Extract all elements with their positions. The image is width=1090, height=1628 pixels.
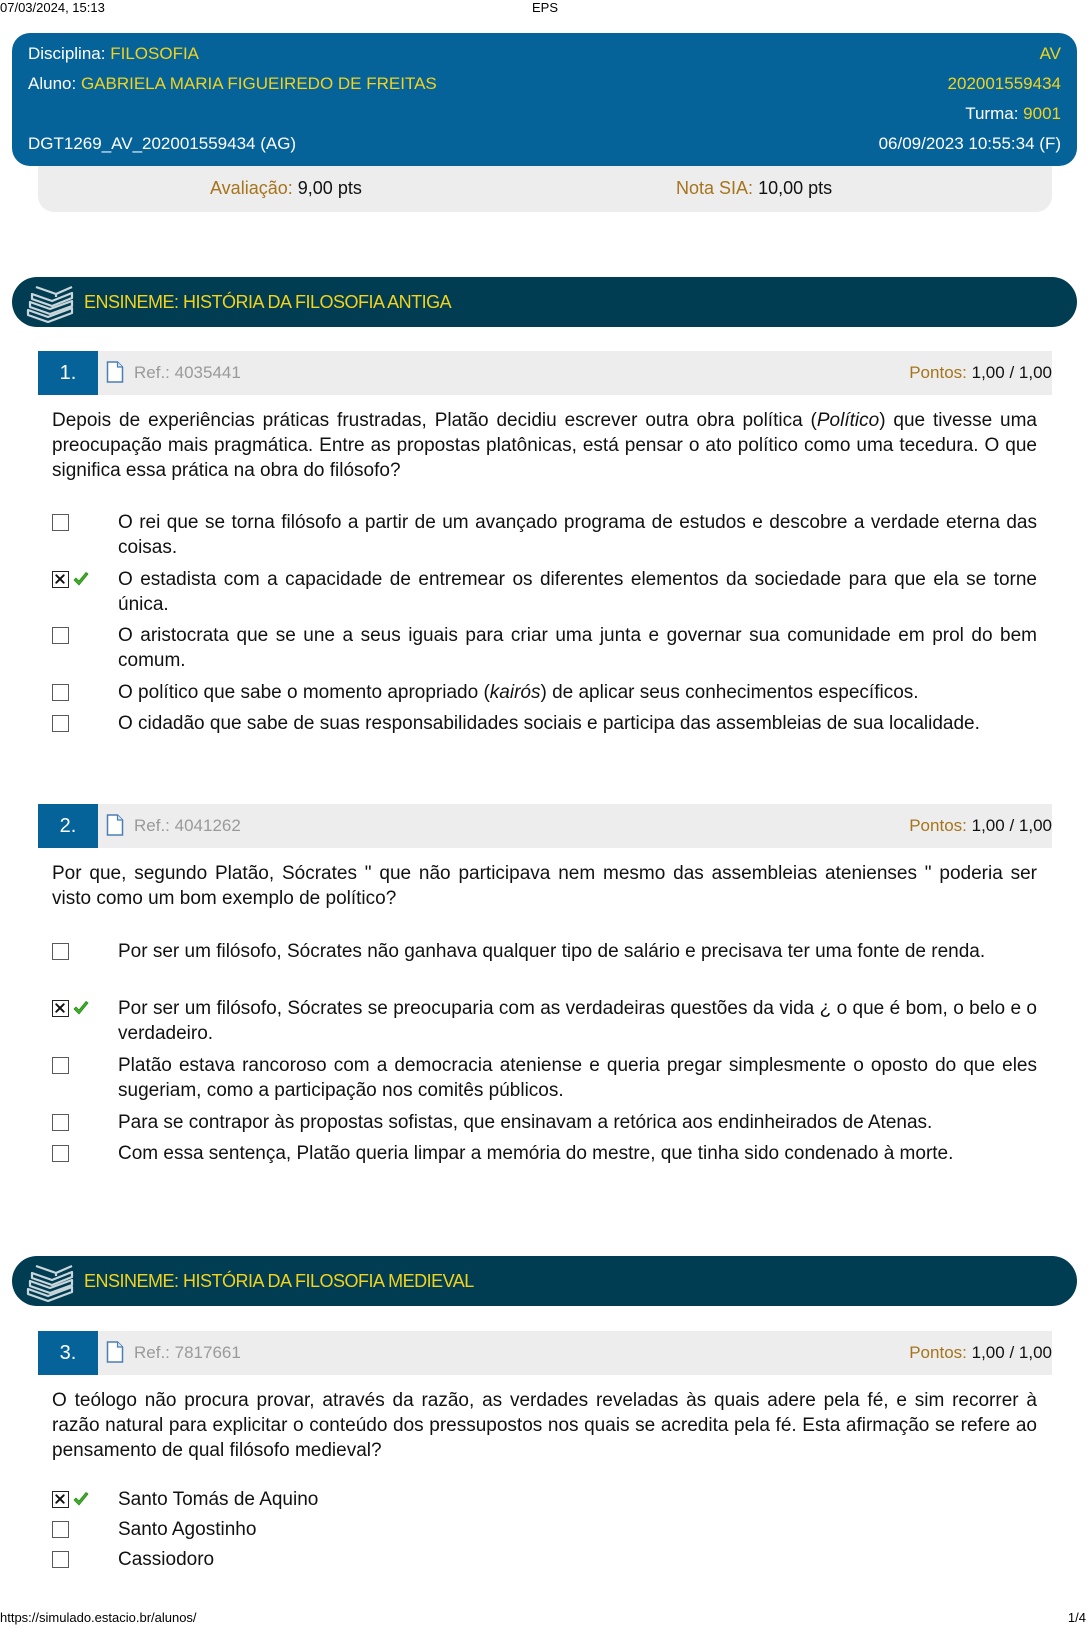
option-text: Cassiodoro (118, 1549, 215, 1570)
option-text: Platão estava rancoroso com a democracia ateniense e queria pregar simplesmente o oposto do que eles sugeriam, como a participação nos comitês públicos. (118, 1055, 1037, 1101)
option-checkbox-checked[interactable] (52, 1491, 69, 1508)
grades-bar (38, 166, 1052, 212)
option-text: Por ser um filósofo, Sócrates se preocuparia com as verdadeiras questões da vida ¿ o que é bom, o belo e o verdadeiro. (118, 998, 1037, 1044)
points-label: Pontos: (909, 363, 967, 382)
exam-header (12, 33, 1077, 166)
disciplina-label: Disciplina: (28, 44, 106, 63)
turma-label: Turma: (965, 104, 1019, 123)
nota-sia-value: 10,00 (758, 178, 804, 198)
print-header (0, 0, 1090, 18)
section-header-antiga (12, 277, 1077, 327)
option-checkbox[interactable] (52, 943, 69, 960)
green-check-icon (72, 1490, 90, 1508)
avaliacao-value: 9,00 (297, 178, 333, 198)
aluno-value: GABRIELA MARIA FIGUEIREDO DE FREITAS (80, 74, 437, 93)
option-text-part: ) de aplicar seus conhecimentos específicos. (540, 682, 919, 703)
document-icon (106, 1341, 124, 1363)
green-check-icon (72, 570, 90, 588)
points-separator: / (1009, 816, 1015, 835)
x-mark-icon (53, 572, 67, 586)
exam-type: AV (1039, 44, 1061, 63)
question-number: 1. (38, 351, 98, 395)
question-3-bar (38, 1331, 1052, 1375)
question-2-text: Por que, segundo Platão, Sócrates " que não participava nem mesmo das assembleias atenienses " poderia ser visto como um bom exemplo de político? (52, 863, 1037, 909)
section-title: ENSINEME: HISTÓRIA DA FILOSOFIA ANTIGA (84, 292, 452, 312)
option-text: O aristocrata que se une a seus iguais para criar uma junta e governar sua comunidade em prol do bem comum. (118, 625, 1037, 671)
question-text-italic: Político (816, 410, 880, 431)
print-url: https://simulado.estacio.br/alunos/ (0, 1610, 197, 1625)
print-title: EPS (531, 0, 558, 15)
option-text: Por ser um filósofo, Sócrates não ganhava qualquer tipo de salário e precisava ter uma fonte de renda. (118, 941, 986, 962)
question-text-part: ) que tivesse uma preocupação mais pragmática. Entre as propostas platônicas, está pensar o ato político como uma tecedura. O que significa essa prática na obra do filósofo? (52, 410, 1037, 481)
question-3-text: O teólogo não procura provar, através da razão, as verdades reveladas às quais adere pela fé, e sim recorrer à razão natural para explicitar o conteúdo dos pressupostos nos quais se acredita pela fé. Esta afirmação se refere ao pensamento de qual filósofo medieval? (52, 1390, 1037, 1461)
option-checkbox[interactable] (52, 684, 69, 701)
question-ref: Ref.: 4041262 (134, 816, 241, 835)
option-text-part: O político que sabe o momento apropriado ( (118, 682, 490, 703)
option-text: O cidadão que sabe de suas responsabilidades sociais e participa das assembleias de sua localidade. (118, 713, 980, 734)
document-icon (106, 814, 124, 836)
points-value: 1,00 (971, 816, 1005, 835)
disciplina-value: FILOSOFIA (110, 44, 200, 63)
x-mark-icon (53, 1492, 67, 1506)
points-separator: / (1009, 363, 1015, 382)
question-number: 3. (38, 1331, 98, 1375)
option-text: Santo Agostinho (118, 1519, 257, 1540)
option-checkbox[interactable] (52, 514, 69, 531)
option-text: Com essa sentença, Platão queria limpar a memória do mestre, que tinha sido condenado à morte. (118, 1143, 954, 1164)
aluno-label: Aluno: (28, 74, 77, 93)
nota-sia-label: Nota SIA: (676, 178, 754, 198)
exam-code: DGT1269_AV_202001559434 (AG) (28, 134, 297, 153)
question-points (909, 1343, 1052, 1363)
question-ref: Ref.: 7817661 (134, 1343, 241, 1362)
points-value: 1,00 (971, 1343, 1005, 1362)
green-check-icon (72, 999, 90, 1017)
points-label: Pontos: (909, 1343, 967, 1362)
option-text: O rei que se torna filósofo a partir de um avançado programa de estudos e descobre a verdade eterna das coisas. (118, 512, 1037, 558)
option-checkbox[interactable] (52, 1057, 69, 1074)
question-points (909, 363, 1052, 383)
points-separator: / (1009, 1343, 1015, 1362)
option-text (118, 680, 1037, 705)
option-checkbox[interactable] (52, 1114, 69, 1131)
books-icon (24, 1262, 76, 1302)
books-icon (24, 283, 76, 323)
question-text-part: Depois de experiências práticas frustradas, Platão decidiu escrever outra obra política ( (52, 410, 817, 431)
option-text: O estadista com a capacidade de entremear os diferentes elementos da sociedade para que ela se torne única. (118, 569, 1037, 615)
question-ref: Ref.: 4035441 (134, 363, 241, 382)
points-value: 1,00 (971, 363, 1005, 382)
section-title: ENSINEME: HISTÓRIA DA FILOSOFIA MEDIEVAL (84, 1271, 474, 1291)
print-footer (0, 1610, 1090, 1628)
print-page-number: 1/4 (1067, 1610, 1086, 1625)
print-date: 07/03/2024, 15:13 (0, 0, 105, 15)
avaliacao-label: Avaliação: (210, 178, 293, 198)
question-2-bar (38, 804, 1052, 848)
question-number: 2. (38, 804, 98, 848)
option-checkbox[interactable] (52, 715, 69, 732)
question-1-text (52, 408, 1037, 483)
matricula: 202001559434 (947, 74, 1061, 93)
option-checkbox[interactable] (52, 1145, 69, 1162)
question-1-bar (38, 351, 1052, 395)
exam-datetime: 06/09/2023 10:55:34 (F) (878, 134, 1061, 153)
points-label: Pontos: (909, 816, 967, 835)
option-checkbox[interactable] (52, 627, 69, 644)
points-max: 1,00 (1018, 363, 1052, 382)
document-icon (106, 361, 124, 383)
points-max: 1,00 (1018, 816, 1052, 835)
option-text: Santo Tomás de Aquino (118, 1489, 319, 1510)
x-mark-icon (53, 1001, 67, 1015)
question-points (909, 816, 1052, 836)
option-checkbox[interactable] (52, 1551, 69, 1568)
option-text: Para se contrapor às propostas sofistas, que ensinavam a retórica aos endinheirados de Atenas. (118, 1112, 933, 1133)
section-header-medieval (12, 1256, 1077, 1306)
option-checkbox-checked[interactable] (52, 571, 69, 588)
option-text-italic: kairós (489, 682, 541, 703)
turma-value: 9001 (1023, 104, 1061, 123)
option-checkbox[interactable] (52, 1521, 69, 1538)
nota-sia-unit: pts (808, 178, 833, 198)
option-checkbox-checked[interactable] (52, 1000, 69, 1017)
points-max: 1,00 (1018, 1343, 1052, 1362)
avaliacao-unit: pts (337, 178, 362, 198)
